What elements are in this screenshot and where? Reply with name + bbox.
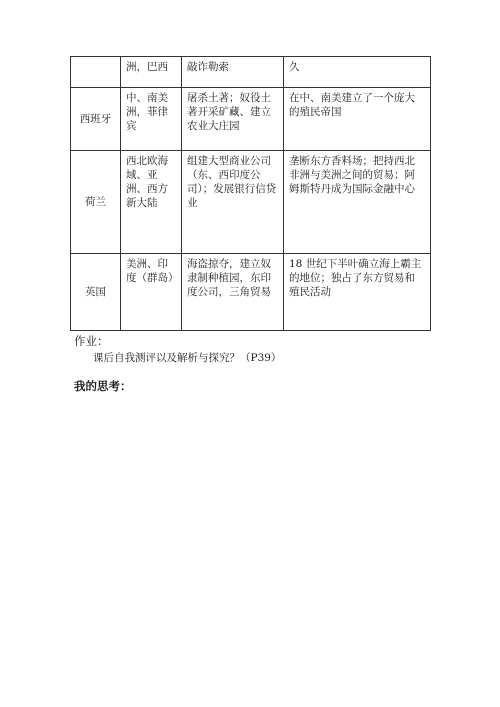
table-row (71, 254, 431, 331)
homework-heading: 作业： (74, 334, 109, 348)
table-row (71, 151, 431, 254)
country-cell: 荷兰 (71, 151, 121, 254)
methods-cell: 敲诈勒索 (182, 57, 284, 88)
regions-cell: 中、南美洲，菲律宾 (121, 88, 182, 151)
country-cell: 英国 (71, 254, 121, 331)
regions-cell: 美洲、印度（群岛） (121, 254, 182, 331)
impact-cell: 垄断东方香料场；把持西北非洲与美洲之间的贸易；阿姆斯特丹成为国际金融中心 (284, 151, 431, 254)
methods-cell: 组建大型商业公司（东、西印度公司）；发展银行信贷业 (182, 151, 284, 254)
impact-cell: 在中、南美建立了一个庞大的殖民帝国 (284, 88, 431, 151)
table-row (71, 57, 431, 88)
regions-cell: 西北欧海域、亚洲、西方新大陆 (121, 151, 182, 254)
country-cell (71, 57, 121, 88)
country-cell: 西班牙 (71, 88, 121, 151)
colonial-expansion-table (70, 56, 431, 331)
methods-cell: 屠杀土著；奴役土著开采矿藏、建立农业大庄园 (182, 88, 284, 151)
impact-cell: 18 世纪下半叶确立海上霸主的地位；独占了东方贸易和殖民活动 (284, 254, 431, 331)
my-thinking-heading: 我的思考： (74, 379, 132, 393)
impact-cell: 久 (284, 57, 431, 88)
homework-text: 课后自我测评以及解析与探究？（P39） (93, 352, 282, 364)
methods-cell: 海盗掠夺，建立奴隶制种植园，东印度公司，三角贸易 (182, 254, 284, 331)
table-row (71, 88, 431, 151)
regions-cell: 洲，巴西 (121, 57, 182, 88)
